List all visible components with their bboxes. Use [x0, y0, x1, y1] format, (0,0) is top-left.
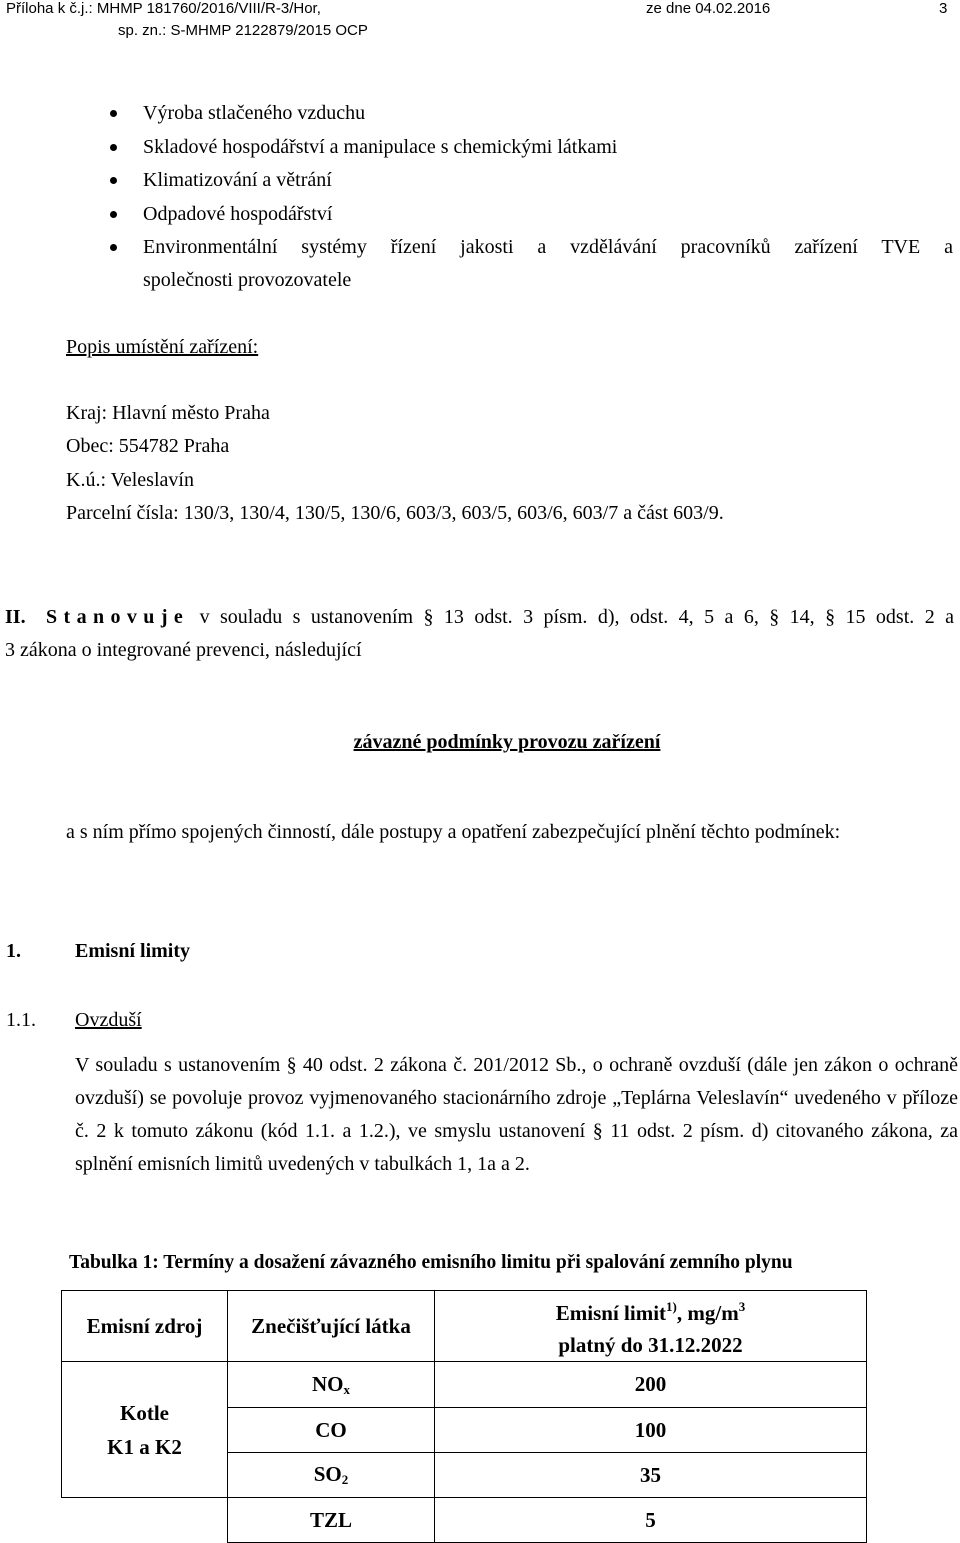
header-emission-limit	[435, 1291, 867, 1362]
pollutant-name: NO	[312, 1371, 344, 1396]
page-number: 3	[939, 0, 948, 17]
pollutant-name: SO	[313, 1462, 342, 1486]
empty-cell	[62, 1498, 228, 1543]
bullet-icon	[110, 110, 117, 117]
header-limit-footnote: 1)	[666, 1299, 677, 1314]
bullet-icon	[110, 244, 117, 251]
pollutant-name: TZL	[309, 1507, 353, 1532]
section-title: Emisní limity	[75, 940, 191, 962]
section-ii-verb: Stanovuje	[46, 606, 190, 628]
activity-item-text: Environmentální systémy řízení jakosti a vzdělávání pracovníků zařízení TVE a	[143, 236, 953, 258]
subsection-title: Ovzduší	[75, 1009, 142, 1031]
pollutant-name: CO	[315, 1417, 347, 1442]
bullet-icon	[110, 177, 117, 184]
table-caption: Tabulka 1: Termíny a dosažení závazného emisního limitu při spalování zemního plynu	[69, 1252, 793, 1273]
emission-source-units: K1 a K2	[107, 1434, 182, 1459]
limit-value-cell: 5	[435, 1498, 867, 1543]
header-date: ze dne 04.02.2016	[646, 0, 771, 17]
pollutant-cell	[228, 1498, 435, 1543]
location-region: Kraj: Hlavní město Praha	[66, 402, 270, 424]
section-ii-legal-basis: v souladu s ustanovením § 13 odst. 3 písm. d), odst. 4, 5 a 6, § 14, § 15 odst. 2 a	[199, 606, 954, 628]
pollutant-cell	[228, 1362, 435, 1408]
activity-item: Odpadové hospodářství	[143, 203, 333, 225]
activity-item: Skladové hospodářství a manipulace s chemickými látkami	[143, 136, 618, 158]
activity-item	[143, 231, 953, 264]
pollutant-subscript: 2	[341, 1472, 349, 1487]
section-number: 1.	[6, 940, 21, 962]
pollutant-subscript: x	[343, 1381, 350, 1397]
location-cadastral-area: K.ú.: Veleslavín	[66, 469, 194, 491]
binding-conditions-heading: závazné podmínky provozu zařízení	[353, 731, 661, 753]
air-protection-paragraph: V souladu s ustanovením § 40 odst. 2 zákona č. 201/2012 Sb., o ochraně ovzduší (dále jen zákon o ochraně ovzduší) se povoluje provoz vyjmenovaného stacionárního zdroje „Teplárna Veleslavín“ uvedeného v příloze č. 2 k tomuto zákonu (kód 1.1. a 1.2.), ve smyslu ustanovení § 11 odst. 2 písm. d) citovaného zákona, za splnění emisních limitů uvedených v tabulkách 1, 1a a 2.	[75, 1054, 958, 1175]
header-limit-validity: platný do 31.12.2022	[558, 1333, 743, 1357]
table-row	[62, 1498, 867, 1543]
limit-value-cell: 100	[435, 1408, 867, 1453]
emission-source-name: Kotle	[120, 1400, 169, 1425]
table-header-row	[62, 1291, 867, 1362]
header-limit-unit: , mg/m	[676, 1301, 739, 1325]
header-reference: Příloha k č.j.: MHMP 181760/2016/VIII/R-3/Hor,	[6, 0, 321, 17]
bullet-icon	[110, 144, 117, 151]
activity-item-continuation: společnosti provozovatele	[143, 269, 352, 291]
pollutant-cell	[228, 1453, 435, 1498]
header-file-number: sp. zn.: S-MHMP 2122879/2015 OCP	[118, 22, 368, 39]
header-pollutant: Znečišťující látka	[228, 1291, 435, 1362]
section-roman-number: II.	[5, 606, 26, 628]
section-ii-line1	[46, 601, 954, 634]
limit-value-cell: 35	[435, 1453, 867, 1498]
header-emission-source: Emisní zdroj	[62, 1291, 228, 1362]
location-parcels: Parcelní čísla: 130/3, 130/4, 130/5, 130/6, 603/3, 603/5, 603/6, 603/7 a část 603/9.	[66, 502, 724, 524]
location-municipality: Obec: 554782 Praha	[66, 435, 230, 457]
activity-item: Klimatizování a větrání	[143, 169, 332, 191]
subsection-number: 1.1.	[6, 1009, 36, 1031]
conditions-paragraph: a s ním přímo spojených činností, dále postupy a opatření zabezpečující plnění těchto podmínek:	[66, 821, 841, 843]
section-ii-line2: 3 zákona o integrované prevenci, následující	[5, 639, 362, 661]
pollutant-cell	[228, 1408, 435, 1453]
activity-item: Výroba stlačeného vzduchu	[143, 102, 366, 124]
table-row	[62, 1362, 867, 1408]
header-limit-unit-exponent: 3	[738, 1299, 746, 1314]
location-heading: Popis umístění zařízení:	[66, 336, 259, 358]
emission-limits-table	[61, 1290, 867, 1543]
emission-source-cell	[62, 1362, 228, 1498]
bullet-icon	[110, 211, 117, 218]
header-limit-label: Emisní limit	[555, 1301, 667, 1325]
limit-value-cell: 200	[435, 1362, 867, 1408]
